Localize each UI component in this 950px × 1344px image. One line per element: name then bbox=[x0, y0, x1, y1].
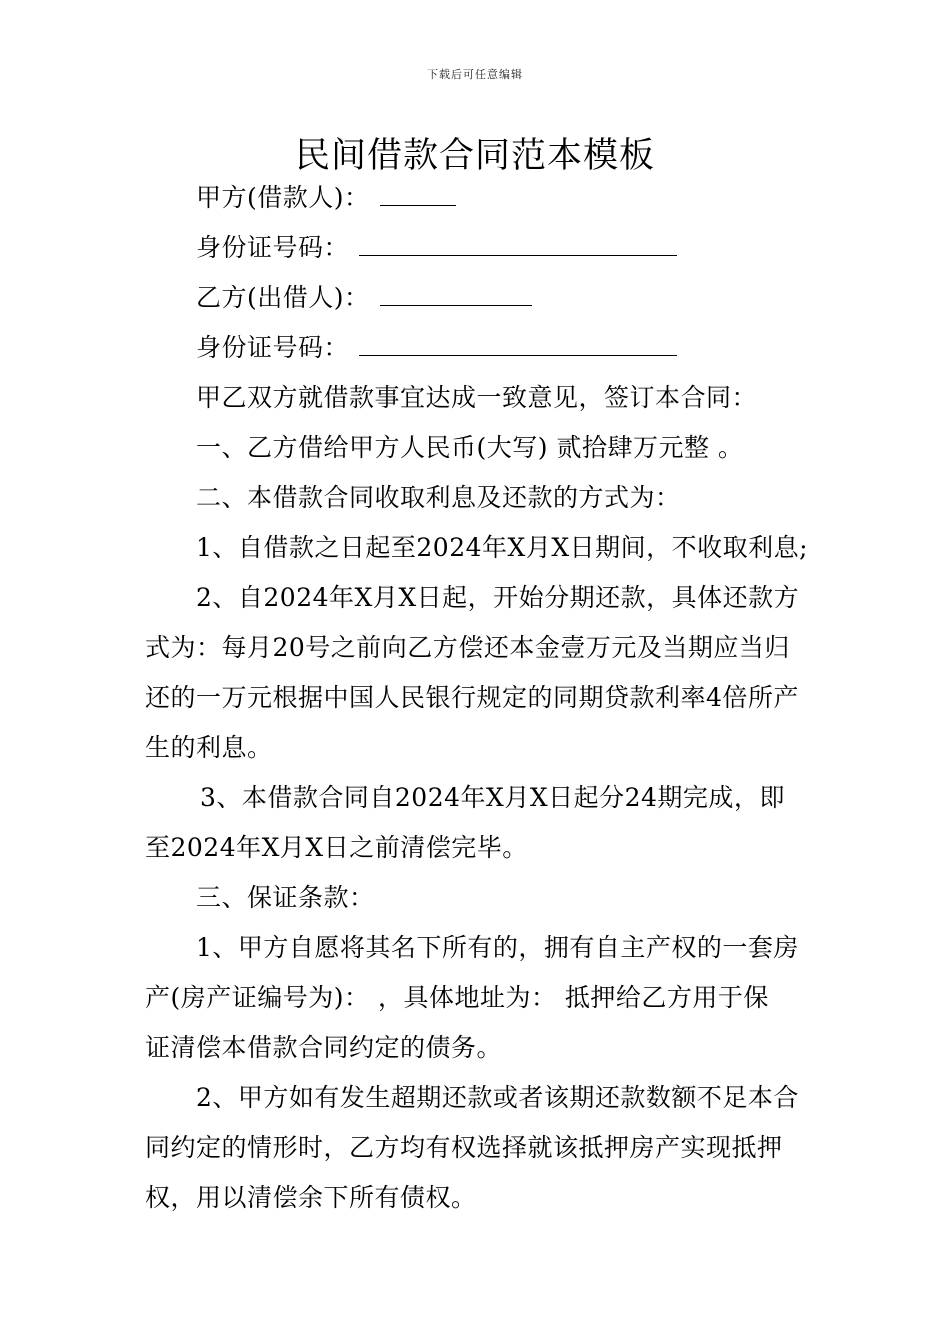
clause-3-item-1-line-1: 1、甲方自愿将其名下所有的，拥有自主产权的一套房 bbox=[196, 933, 799, 962]
clause-2-item-2-line-1: 2、自2024年X月X日起，开始分期还款，具体还款方 bbox=[196, 583, 800, 612]
party-a-row bbox=[196, 182, 456, 214]
party-a-label: 甲方(借款人)： bbox=[196, 183, 370, 212]
header-note: 下载后可任意编辑 bbox=[427, 68, 523, 81]
party-a-id-field bbox=[359, 233, 677, 256]
party-b-id-field bbox=[359, 333, 677, 356]
clause-2-item-2-line-2: 式为：每月20号之前向乙方偿还本金壹万元及当期应当归 bbox=[145, 633, 790, 662]
clause-3-item-2-line-1: 2、甲方如有发生超期还款或者该期还款数额不足本合 bbox=[196, 1083, 799, 1112]
intro-text: 甲乙双方就借款事宜达成一致意见，签订本合同： bbox=[196, 383, 758, 412]
clause-2-item-1: 1、自借款之日起至2024年X月X日期间，不收取利息; bbox=[196, 533, 809, 562]
clause-2-heading: 二、本借款合同收取利息及还款的方式为： bbox=[196, 483, 681, 512]
clause-1: 一、乙方借给甲方人民币(大写) 贰拾肆万元整 。 bbox=[196, 433, 744, 462]
clause-2-item-3-line-2: 至2024年X月X日之前清偿完毕。 bbox=[145, 833, 528, 862]
clause-3-item-2-line-2: 同约定的情形时，乙方均有权选择就该抵押房产实现抵押 bbox=[145, 1133, 783, 1162]
clause-2-item-2-line-4: 生的利息。 bbox=[145, 733, 273, 762]
party-a-id-row bbox=[196, 232, 677, 264]
party-b-field bbox=[380, 283, 532, 306]
clause-3-item-1-line-2: 产(房产证编号为)： ，具体地址为： 抵押给乙方用于保 bbox=[145, 983, 769, 1012]
clause-2-item-3-line-1: 3、本借款合同自2024年X月X日起分24期完成，即 bbox=[200, 783, 785, 812]
party-a-field bbox=[380, 183, 456, 206]
clause-3-item-1-line-3: 证清偿本借款合同约定的债务。 bbox=[145, 1033, 503, 1062]
party-b-label: 乙方(出借人)： bbox=[196, 283, 370, 312]
party-b-id-row bbox=[196, 332, 677, 364]
party-b-id-label: 身份证号码： bbox=[196, 333, 350, 362]
document-title: 民间借款合同范本模板 bbox=[294, 136, 655, 176]
clause-3-item-2-line-3: 权，用以清偿余下所有债权。 bbox=[145, 1183, 477, 1212]
party-b-row bbox=[196, 282, 532, 314]
clause-2-item-2-line-3: 还的一万元根据中国人民银行规定的同期贷款利率4倍所产 bbox=[145, 683, 799, 712]
party-a-id-label: 身份证号码： bbox=[196, 233, 350, 262]
clause-3-heading: 三、保证条款： bbox=[196, 883, 375, 912]
